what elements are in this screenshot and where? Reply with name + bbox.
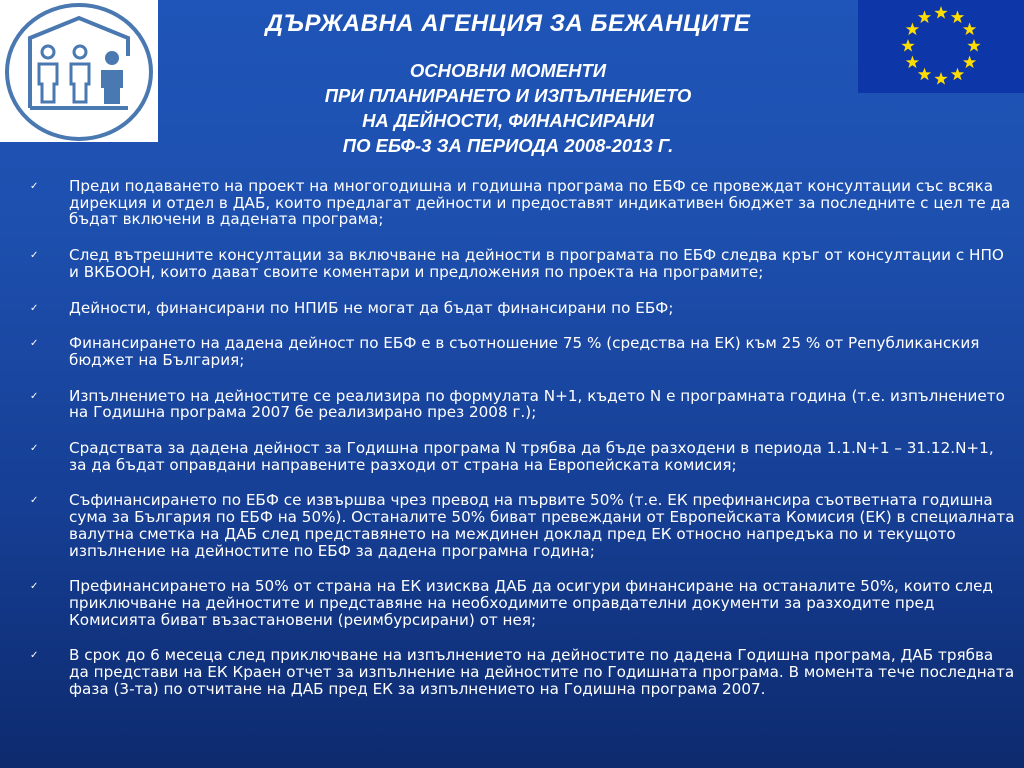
eu-star-icon xyxy=(934,72,947,85)
bullet-text: В срок до 6 месеца след приключване на изпълнението на дейностите по дадена Годишна програма, ДАБ трябва да представи на ЕК Краен отчет за изпълнение на дейностите по Годишната програма. В момента тече последната фаза (3-та) по отчитане на ДАБ пред ЕК за изпълнението на Годишна програма 2007. xyxy=(69,646,1015,698)
eu-star-icon xyxy=(963,23,976,36)
list-item xyxy=(30,178,1015,228)
eu-star-icon xyxy=(967,39,980,52)
checkmark-icon: ✓ xyxy=(30,250,39,262)
list-item xyxy=(30,247,1015,280)
bullet-text: Преди подаването на проект на многогодишна и годишна програма по ЕБФ се провеждат консултации със всяка дирекция и отдел в ДАБ, които предлагат дейности и предоставят индикативен бюджет за последните с цел те да бъдат включени в дадената програма; xyxy=(69,177,1011,229)
checkmark-icon: ✓ xyxy=(30,443,39,455)
eu-star-icon xyxy=(901,39,914,52)
checkmark-icon: ✓ xyxy=(30,650,39,662)
list-item xyxy=(30,578,1015,628)
eu-star-icon xyxy=(963,56,976,69)
bullet-text: Дейности, финансирани по НПИБ не могат да бъдат финансирани по ЕБФ; xyxy=(69,298,674,317)
eu-star-icon xyxy=(934,6,947,19)
list-item xyxy=(30,647,1015,697)
eu-star-icon xyxy=(906,23,919,36)
bullet-text: Срадствата за дадена дейност за Годишна програма N трябва да бъде разходени в периода 1.1.N+1 – 31.12.N+1, за да бъдат оправдани направените разходи от страна на Европейската комисия; xyxy=(69,439,994,474)
list-item xyxy=(30,492,1015,559)
eu-star-icon xyxy=(918,68,931,81)
agency-logo xyxy=(0,0,158,142)
bullet-text: Съфинансирането по ЕБФ се извършва чрез превод на първите 50% (т.е. ЕК префинансира съответната годишна сума за България по ЕБФ на 50%). Останалите 50% биват превеждани от Европейската Комисия (ЕК) в специалната валутна сметка на ДАБ след представянето на междинен доклад пред ЕК относно напредъка по и текущото изпълнение на дейностите по ЕБФ за дадена програмна година; xyxy=(69,491,1015,560)
list-item xyxy=(30,300,1015,317)
eu-star-icon xyxy=(951,10,964,23)
eu-flag xyxy=(858,0,1024,93)
checkmark-icon: ✓ xyxy=(30,338,39,350)
subtitle-line: ПРИ ПЛАНИРАНЕТО И ИЗПЪЛНЕНИЕТО xyxy=(324,85,692,106)
list-item xyxy=(30,440,1015,473)
subtitle-line: НА ДЕЙНОСТИ, ФИНАНСИРАНИ xyxy=(362,110,654,131)
checkmark-icon: ✓ xyxy=(30,390,39,402)
list-item xyxy=(30,388,1015,421)
eu-flag-icon xyxy=(858,0,1024,93)
refugee-agency-logo-icon xyxy=(0,0,158,142)
bullet-text: Префинансирането на 50% от страна на ЕК изисква ДАБ да осигури финансиране на останалите 50%, които след приключване на дейностите и представяне на необходимите оправдателни документи за разходите пред Комисията биват възастановени (реимбурсирани) от нея; xyxy=(69,577,993,629)
eu-star-icon xyxy=(918,10,931,23)
subtitle-line: ОСНОВНИ МОМЕНТИ xyxy=(409,60,607,81)
checkmark-icon: ✓ xyxy=(30,181,39,192)
eu-star-icon xyxy=(951,68,964,81)
slide-subtitle xyxy=(160,58,856,158)
agency-title: ДЪРЖАВНА АГЕНЦИЯ ЗА БЕЖАНЦИТЕ xyxy=(265,10,751,37)
eu-star-icon xyxy=(906,56,919,69)
bullet-text: Изпълнението на дейностите се реализира по формулата N+1, където N е програмната година (т.е. изпълнението на Годишна програма 2007 бе реализирано през 2008 г.); xyxy=(69,386,1005,422)
checkmark-icon: ✓ xyxy=(30,581,39,593)
bullet-list xyxy=(30,178,1015,716)
bullet-text: Финансирането на дадена дейност по ЕБФ е в съотношение 75 % (средства на ЕК) към 25 % от Републиканския бюджет на България; xyxy=(69,334,980,369)
checkmark-icon: ✓ xyxy=(30,302,39,314)
list-item xyxy=(30,335,1015,368)
checkmark-icon: ✓ xyxy=(30,495,39,507)
header xyxy=(160,10,856,158)
subtitle-line: ПО ЕБФ-3 ЗА ПЕРИОДА 2008-2013 Г. xyxy=(342,135,674,156)
bullet-text: След вътрешните консултации за включване на дейности в програмата по ЕБФ следва кръг от консултации с НПО и ВКБООН, които дават своите коментари и предложения по проекта на програмите; xyxy=(69,246,1004,281)
